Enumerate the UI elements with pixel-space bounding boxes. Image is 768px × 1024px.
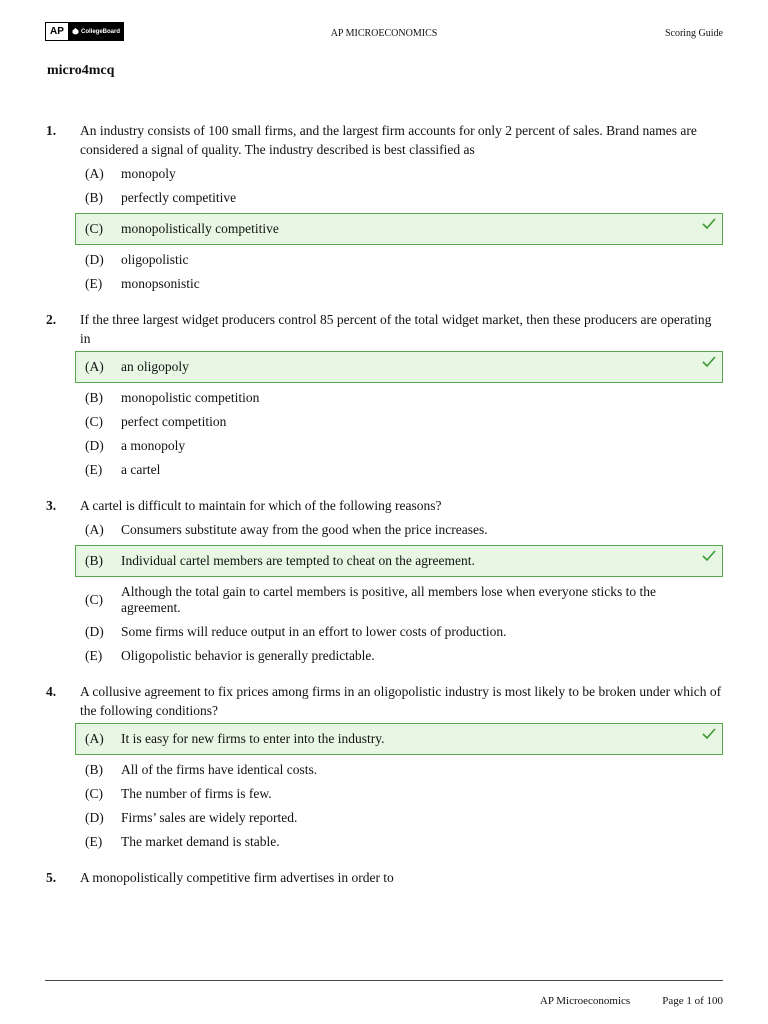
option-text: Oligopolistic behavior is generally predictable. — [121, 648, 375, 663]
answer-option[interactable] — [75, 830, 723, 854]
option-letter: (C) — [85, 592, 103, 607]
option-text: The number of firms is few. — [121, 786, 272, 801]
option-letter: (A) — [85, 522, 104, 537]
question-number: 5. — [46, 870, 57, 885]
option-letter: (D) — [85, 810, 104, 825]
document-title: micro4mcq — [47, 63, 115, 78]
answer-options — [45, 723, 723, 854]
question-number: 2. — [46, 312, 57, 327]
answer-option-correct[interactable] — [75, 351, 723, 383]
answer-option-correct[interactable] — [75, 723, 723, 755]
option-letter: (D) — [85, 438, 104, 453]
answer-options — [45, 518, 723, 668]
page-footer — [540, 995, 723, 1007]
option-letter: (C) — [85, 786, 103, 801]
checkmark-icon — [702, 728, 716, 740]
answer-option-correct[interactable] — [75, 545, 723, 577]
answer-option[interactable] — [75, 782, 723, 806]
option-text: perfect competition — [121, 414, 227, 429]
option-text: Some firms will reduce output in an effort to lower costs of production. — [121, 624, 507, 639]
option-text: All of the firms have identical costs. — [121, 762, 318, 777]
question-stem — [45, 682, 723, 720]
option-text: monopsonistic — [121, 276, 200, 291]
question-text: A collusive agreement to fix prices among firms in an oligopolistic industry is most likely to be broken under which of the following conditions? — [80, 684, 722, 718]
checkmark-icon — [702, 550, 716, 562]
question-text: A cartel is difficult to maintain for which of the following reasons? — [80, 498, 442, 513]
answer-option[interactable] — [75, 386, 723, 410]
footer-subject: AP Microeconomics — [539, 995, 631, 1007]
footer-page-number: Page 1 of 100 — [662, 995, 723, 1007]
question-text: If the three largest widget producers control 85 percent of the total widget market, then these producers are operating in — [80, 312, 712, 346]
option-letter: (E) — [85, 648, 103, 663]
option-text: Firms’ sales are widely reported. — [121, 810, 298, 825]
option-text: an oligopoly — [121, 359, 189, 374]
option-letter: (E) — [85, 462, 103, 477]
answer-option[interactable] — [75, 272, 723, 296]
option-text: oligopolistic — [121, 252, 189, 267]
answer-option[interactable] — [75, 758, 723, 782]
checkmark-icon — [702, 218, 716, 230]
question-number: 4. — [46, 684, 57, 699]
answer-option[interactable] — [75, 248, 723, 272]
option-text: monopoly — [121, 166, 176, 181]
question-1 — [45, 121, 723, 296]
question-3 — [45, 496, 723, 668]
page-header — [45, 20, 723, 44]
option-letter: (C) — [85, 414, 103, 429]
option-text: Individual cartel members are tempted to cheat on the agreement. — [121, 553, 475, 568]
option-letter: (C) — [85, 221, 103, 236]
question-stem — [45, 496, 723, 515]
option-text: Consumers substitute away from the good when the price increases. — [121, 522, 488, 537]
option-text: Although the total gain to cartel members is positive, all members lose when everyone sticks to the agreement. — [121, 584, 656, 615]
question-list — [45, 121, 723, 901]
option-letter: (A) — [85, 731, 104, 746]
header-course-title: AP MICROECONOMICS — [330, 28, 438, 39]
footer-divider — [45, 980, 723, 981]
option-text: It is easy for new firms to enter into the industry. — [121, 731, 385, 746]
option-letter: (D) — [85, 624, 104, 639]
option-letter: (B) — [85, 190, 103, 205]
answer-option[interactable] — [75, 162, 723, 186]
option-text: perfectly competitive — [121, 190, 237, 205]
option-letter: (B) — [85, 390, 103, 405]
question-stem — [45, 868, 723, 887]
answer-option-correct[interactable] — [75, 213, 723, 245]
collegeboard-logo-text: CollegeBoard — [81, 28, 121, 35]
answer-option[interactable] — [75, 806, 723, 830]
answer-option[interactable] — [75, 644, 723, 668]
question-text: An industry consists of 100 small firms, and the largest firm accounts for only 2 percent of sales. Brand names are considered a signal of quality. The industry described is best classified as — [80, 123, 697, 157]
question-number: 3. — [46, 498, 57, 513]
question-5 — [45, 868, 723, 887]
option-letter: (D) — [85, 252, 104, 267]
option-text: monopolistically competitive — [121, 221, 279, 236]
option-text: The market demand is stable. — [121, 834, 280, 849]
ap-logo-mark: AP — [45, 22, 69, 41]
question-4 — [45, 682, 723, 854]
option-text: monopolistic competition — [121, 390, 260, 405]
option-letter: (E) — [85, 834, 103, 849]
answer-option[interactable] — [75, 518, 723, 542]
question-text: A monopolistically competitive firm advertises in order to — [80, 870, 394, 885]
answer-option[interactable] — [75, 580, 723, 620]
answer-option[interactable] — [75, 458, 723, 482]
answer-option[interactable] — [75, 620, 723, 644]
answer-options — [45, 162, 723, 296]
answer-options — [45, 351, 723, 482]
option-letter: (B) — [85, 553, 103, 568]
question-2 — [45, 310, 723, 482]
checkmark-icon — [702, 356, 716, 368]
option-letter: (A) — [85, 359, 104, 374]
question-stem — [45, 121, 723, 159]
option-letter: (B) — [85, 762, 103, 777]
answer-option[interactable] — [75, 434, 723, 458]
header-scoring-guide: Scoring Guide — [664, 28, 723, 39]
answer-option[interactable] — [75, 410, 723, 434]
option-letter: (A) — [85, 166, 104, 181]
answer-option[interactable] — [75, 186, 723, 210]
question-stem — [45, 310, 723, 348]
question-number: 1. — [46, 123, 57, 138]
option-text: a cartel — [121, 462, 161, 477]
option-text: a monopoly — [121, 438, 186, 453]
option-letter: (E) — [85, 276, 103, 291]
